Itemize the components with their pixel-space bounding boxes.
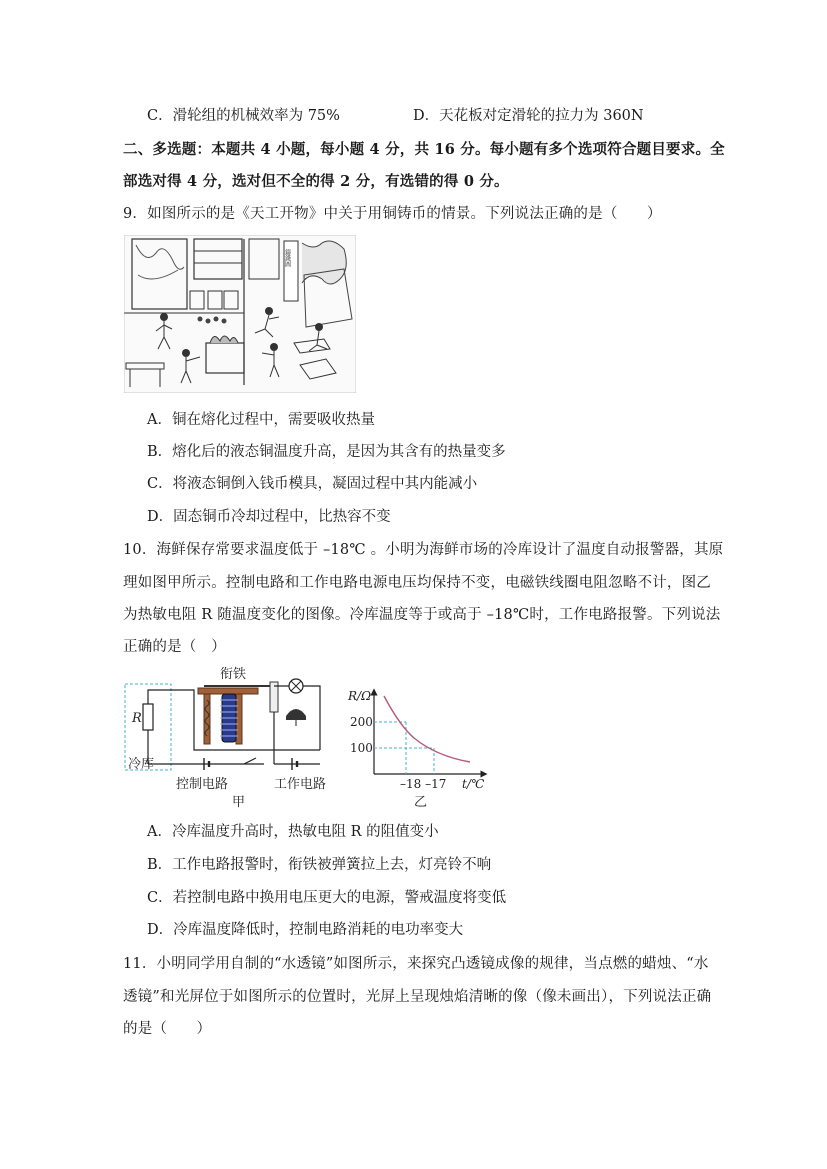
q10-option-a: A．冷库温度升高时，热敏电阻 R 的阻值变小 bbox=[147, 824, 439, 840]
q9-option-a: A．铜在熔化过程中，需要吸收热量 bbox=[147, 412, 375, 428]
q11-stem-line2: 透镜”和光屏位于如图所示的位置时，光屏上呈现烛焰清晰的像（像未画出），下列说法正确 bbox=[123, 989, 712, 1005]
q10-graph-xlabel: t/℃ bbox=[462, 777, 485, 791]
q10-fig-jia-caption: 甲 bbox=[232, 795, 246, 810]
q9-stem: 9．如图所示的是《天工开物》中关于用铜铸币的情景。下列说法正确的是（ ） bbox=[123, 206, 662, 222]
q10-work-circuit-label: 工作电路 bbox=[274, 777, 327, 792]
q10-armature-label: 衔铁 bbox=[220, 667, 247, 682]
q9-coin-casting-illustration bbox=[124, 235, 356, 393]
q10-resistor-label: R bbox=[132, 711, 142, 726]
prev-option-d: D．天花板对定滑轮的拉力为 360N bbox=[413, 108, 644, 124]
q10-fig-yi-graph bbox=[344, 686, 494, 812]
q10-stem-line4: 正确的是（ ） bbox=[123, 639, 226, 655]
q9-option-c: C．将液态铜倒入钱币模具，凝固过程中其内能减小 bbox=[147, 476, 478, 492]
section-heading-line2: 部选对得 4 分，选对但不全的得 2 分，有选错的得 0 分。 bbox=[123, 173, 509, 190]
q10-graph-y200: 200 bbox=[350, 715, 373, 729]
q10-stem-line1: 10．海鲜保存常要求温度低于 –18℃ 。小明为海鲜市场的冷库设计了温度自动报警器，其原 bbox=[123, 542, 724, 558]
section-heading-line1: 二、多选题：本题共 4 小题，每小题 4 分，共 16 分。每小题有多个选项符合题目要求。全 bbox=[123, 141, 725, 158]
q10-option-d: D．冷库温度降低时，控制电路消耗的电功率变大 bbox=[147, 922, 464, 938]
prev-option-c: C．滑轮组的机械效率为 75% bbox=[147, 108, 340, 124]
q10-graph-xticks: –18 –17 bbox=[400, 777, 447, 791]
q10-control-circuit-label: 控制电路 bbox=[176, 777, 229, 792]
q9-option-d: D．固态铜币冷却过程中，比热容不变 bbox=[147, 509, 391, 525]
q10-stem-line3: 为热敏电阻 R 随温度变化的图像。冷库温度等于或高于 –18℃时，工作电路报警。下列说法 bbox=[123, 607, 721, 623]
q10-cold-room-label: 冷库 bbox=[128, 757, 155, 772]
q10-option-b: B．工作电路报警时，衔铁被弹簧拉上去，灯亮铃不响 bbox=[147, 857, 492, 873]
q10-option-c: C．若控制电路中换用电压更大的电源，警戒温度将变低 bbox=[147, 890, 507, 906]
q10-graph-y100: 100 bbox=[350, 741, 373, 755]
q10-graph-ylabel: R/Ω bbox=[348, 689, 372, 703]
q10-stem-line2: 理如图甲所示。控制电路和工作电路电源电压均保持不变，电磁铁线圈电阻忽略不计，图乙 bbox=[123, 575, 711, 591]
q11-stem-line3: 的是（ ） bbox=[123, 1021, 212, 1037]
q11-stem-line1: 11．小明同学用自制的“水透镜”如图所示，来探究凸透镜成像的规律，当点燃的蜡烛、“水 bbox=[123, 956, 709, 972]
q9-image-caption-text: 鑄錢圖 bbox=[283, 249, 291, 267]
q10-fig-yi-caption: 乙 bbox=[414, 795, 428, 810]
q9-option-b: B．熔化后的液态铜温度升高，是因为其含有的热量变多 bbox=[147, 444, 506, 460]
q10-fig-jia-circuit bbox=[124, 664, 334, 810]
